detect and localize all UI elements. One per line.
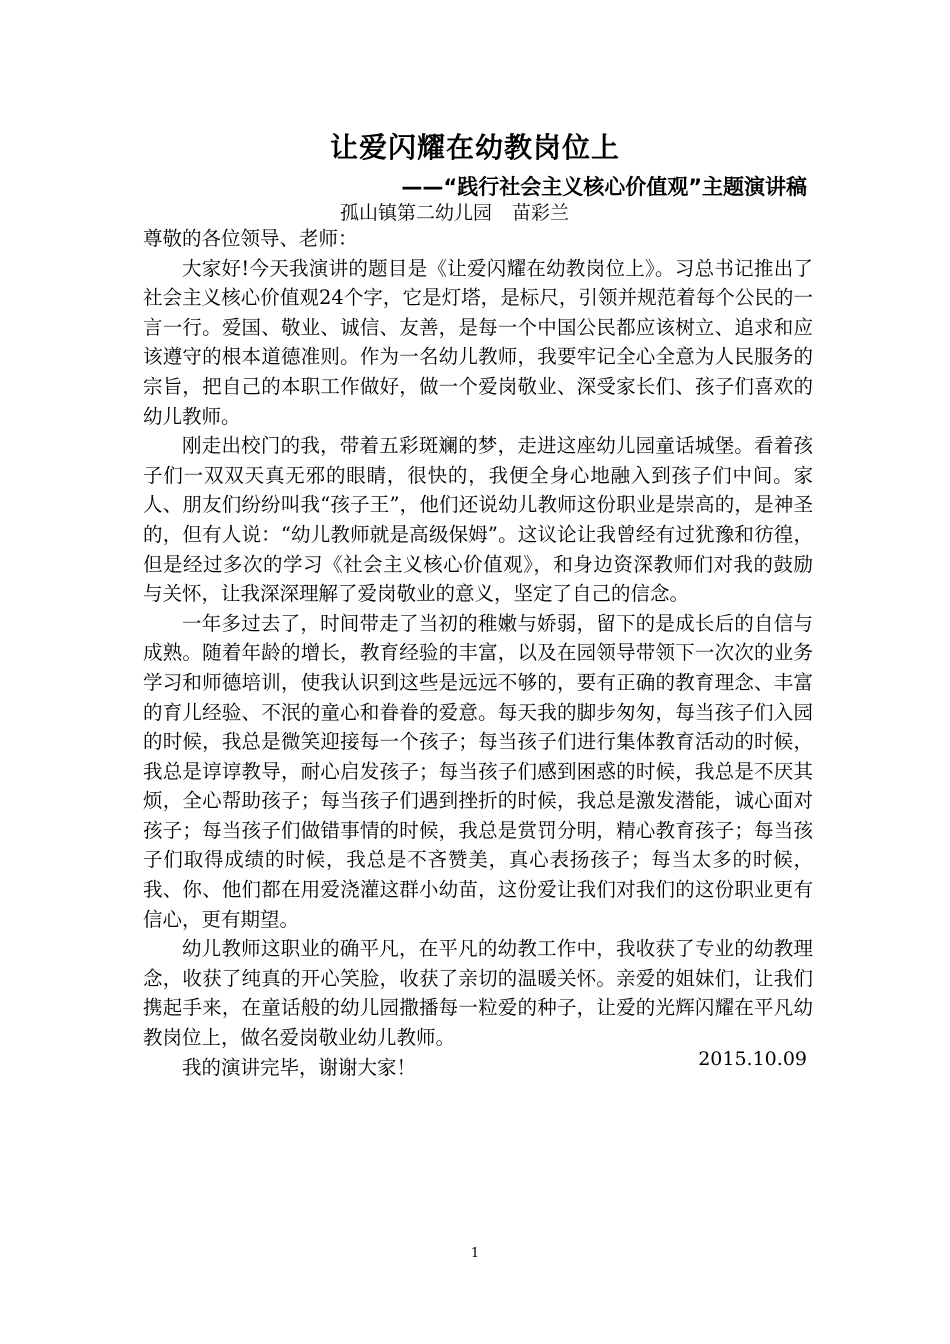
author-line: [340, 200, 569, 226]
salutation: 尊敬的各位领导、老师：: [143, 227, 358, 250]
paragraph-1: 大家好!今天我演讲的题目是《让爱闪耀在幼教岗位上》。习总书记推出了社会主义核心价值观24个字，它是灯塔，是标尺，引领并规范着每个公民的一言一行。爱国、敬业、诚信、友善，是每一个中国公民都应该树立、追求和应该遵守的根本道德准则。作为一名幼儿教师，我要牢记全心全意为人民服务的宗旨，把自己的本职工作做好，做一个爱岗敬业、深受家长们、孩子们喜欢的幼儿教师。: [143, 256, 813, 428]
speech-subtitle: ——“践行社会主义核心价值观”主题演讲稿: [401, 175, 807, 199]
speech-body: [143, 224, 813, 1082]
speech-date: 2015.10.09: [698, 1048, 807, 1070]
speech-title: 让爱闪耀在幼教岗位上: [329, 131, 620, 164]
page-number: 1: [470, 1246, 480, 1261]
paragraph-2: 刚走出校门的我，带着五彩斑斓的梦，走进这座幼儿园童话城堡。看着孩子们一双双天真无邪的眼睛，很快的，我便全身心地融入到孩子们中间。家人、朋友们纷纷叫我“孩子王”，他们还说幼儿教师这份职业是崇高的，是神圣的，但有人说：“幼儿教师就是高级保姆”。这议论让我曾经有过犹豫和彷徨，但是经过多次的学习《社会主义核心价值观》，和身边资深教师们对我的鼓励与关怀，让我深深理解了爱岗敬业的意义，坚定了自己的信念。: [143, 434, 813, 606]
closing-remark: 我的演讲完毕，谢谢大家！: [182, 1055, 417, 1079]
paragraph-3: 一年多过去了，时间带走了当初的稚嫩与娇弱，留下的是成长后的自信与成熟。随着年龄的增长，教育经验的丰富，以及在园领导带领下一次次的业务学习和师德培训，使我认识到这些是远远不够的，要有正确的教育理念、丰富的育儿经验、不泯的童心和眷眷的爱意。每天我的脚步匆匆，每当孩子们入园的时候，我总是微笑迎接每一个孩子；每当孩子们进行集体教育活动的时候，我总是谆谆教导，耐心启发孩子；每当孩子们感到困惑的时候，我总是不厌其烦，全心帮助孩子；每当孩子们遇到挫折的时候，我总是激发潜能，诚心面对孩子；每当孩子们做错事情的时候，我总是赏罚分明，精心教育孩子；每当孩子们取得成绩的时候，我总是不吝赞美，真心表扬孩子；每当太多的时候，我、你、他们都在用爱浇灌这群小幼苗，这份爱让我们对我们的这份职业更有信心，更有期望。: [143, 611, 813, 931]
paragraph-4: 幼儿教师这职业的确平凡，在平凡的幼教工作中，我收获了专业的幼教理念，收获了纯真的开心笑脸，收获了亲切的温暖关怀。亲爱的姐妹们，让我们携起手来，在童话般的幼儿园撒播每一粒爱的种子，让爱的光辉闪耀在平凡幼教岗位上，做名爱岗敬业幼儿教师。: [143, 937, 813, 1050]
author-name: 苗彩兰: [512, 202, 570, 224]
author-organization: 孤山镇第二幼儿园: [340, 202, 493, 224]
